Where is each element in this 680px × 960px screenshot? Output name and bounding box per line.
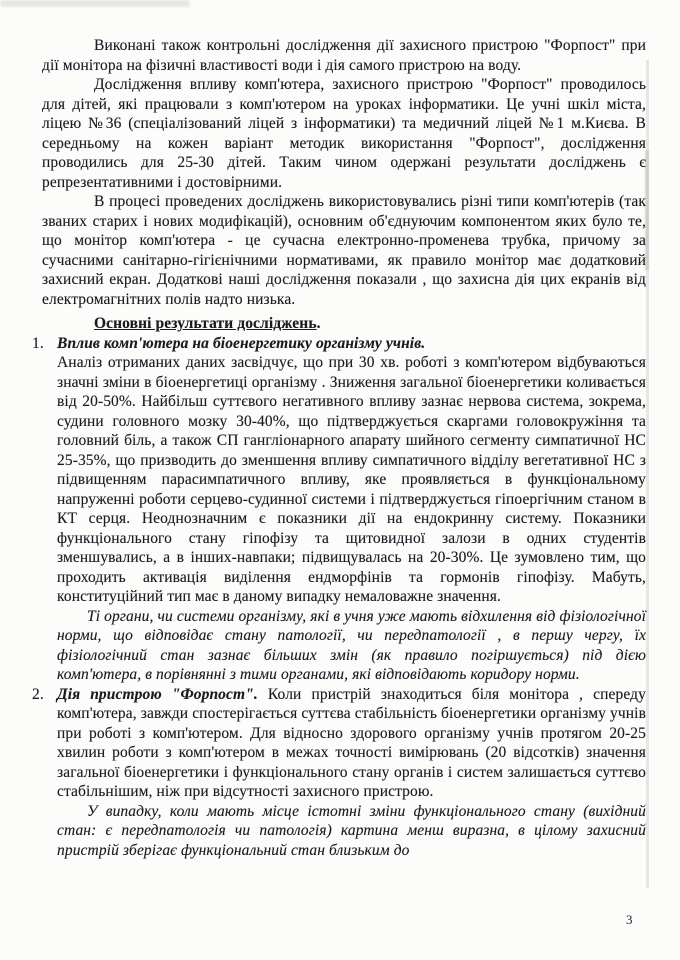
list-item-1-title-line [57,334,646,354]
scan-smudge-artifact [0,0,190,7]
list-item-1-note: Ті органи, чи системи організму, які в учня уже мають відхилення від фізіологічної норми, що відповідає стану патології, чи передпатології , в першу чергу, їх фізіологічний стан зазнає більших змін (як правило погіршується) під дією комп'ютера, в порівнянні з тими органами, які відповідають коридору норми. [57,607,646,683]
list-item-1 [32,334,646,685]
list-item-2-body-line [57,685,646,802]
list-item-1-title: Вплив комп'ютера на біоенергетику організму учнів. [57,334,426,352]
list-item-2 [32,685,646,861]
document-body [32,36,646,860]
list-item-2-number: 2. [32,685,44,703]
list-item-2-body: Коли пристрій знаходиться біля монітора , спереду комп'ютера, завжди спостерігається суттєва стабільність біоенергетики організму учнів при роботі з комп'ютером. Для відносно здорового організму учнів протягом 20-25 хвилин роботи з комп'ютером в межах точності вимірювань (20 відсотків) значення загальної біоенергетики і функціонального стану органів і систем залишається суттєво стабільнішим, ніж при відсутності захисного пристрою. [57,685,646,800]
paragraph-computer-types: В процесі проведених досліджень використовувались різні типи комп'ютерів (так званих старих і нових модифікацій), основним об'єднуючим компонентом яких було те, що монітор комп'ютера - це сучасна електронно-променева трубка, причому за сучасними санітарно-гігієнічними нормативами, як правило монітор має додатковий захисний екран. Додаткові наші дослідження показали , що захисна дія цих екранів від електромагнітних полів надто низька. [42,193,646,308]
list-item-2-note: У випадку, коли мають місце істотні зміни функціонального стану (вихідний стан: є передпатологія чи патологія) картина менш виразна, в цілому захисний пристрій зберігає функціональний стан близьким до [57,802,646,859]
page-number: 3 [626,912,633,927]
list-item-2-title: Дія пристрою "Форпост". [57,685,258,703]
section-heading-text: Основні результати досліджень [94,315,317,332]
list-item-1-number: 1. [32,334,44,352]
paragraph-control-research: Виконані також контрольні дослідження дії захисного пристрою "Форпост" при дії монітора на фізичні властивості води і дія самого пристрою на воду. [42,37,646,74]
results-list [32,334,646,861]
section-heading-period: . [316,315,321,332]
paragraph-study-children: Дослідження впливу комп'ютера, захисного пристрою "Форпост" проводилось для дітей, які працювали з комп'ютером на уроках інформатики. Це учні шкіл міста, ліцею №36 (спеціалізований ліцей з інформатики) та медичний ліцей №1 м.Києва. В середньому на кожен варіант методик використання "Форпост", дослідження проводились для 25-30 дітей. Таким чином одержані результати досліджень є репрезентативними і достовірними. [42,76,646,191]
list-item-1-body: Аналіз отриманих даних засвідчує, що при 30 хв. роботі з комп'ютером відбуваються значні зміни в біоенергетиці організму . Зниження загальної біоенергетики коливається від 20-50%. Найбільш суттєвого негативного впливу зазнає нервова система, зокрема, судини головного мозку 30-40%, що підтверджується скаргами головокружіння та головний біль, а також СП гангліонарного апарату шийного сегменту симпатичної НС 25-35%, що призводить до зменшення впливу симпатичного відділу вегетативної НС з підвищенням парасимпатичного впливу, яке проявляється в функціональному напруженні роботи серцево-судинної системи і підтверджується гіпоергічним станом в КТ серця. Неоднозначним є показники дії на ендокринну систему. Показники функціонального стану гіпофізу та щитовидної залози в одних студентів зменшувались, а в інших-навпаки; підвищувалась на 20-30%. Це зумовлено тим, що проходить активація виділення ендморфінів та гормонів гіпофізу. Мабуть, конституційний тип має в даному випадку немаловажне значення. [57,354,646,605]
section-heading [94,314,646,334]
